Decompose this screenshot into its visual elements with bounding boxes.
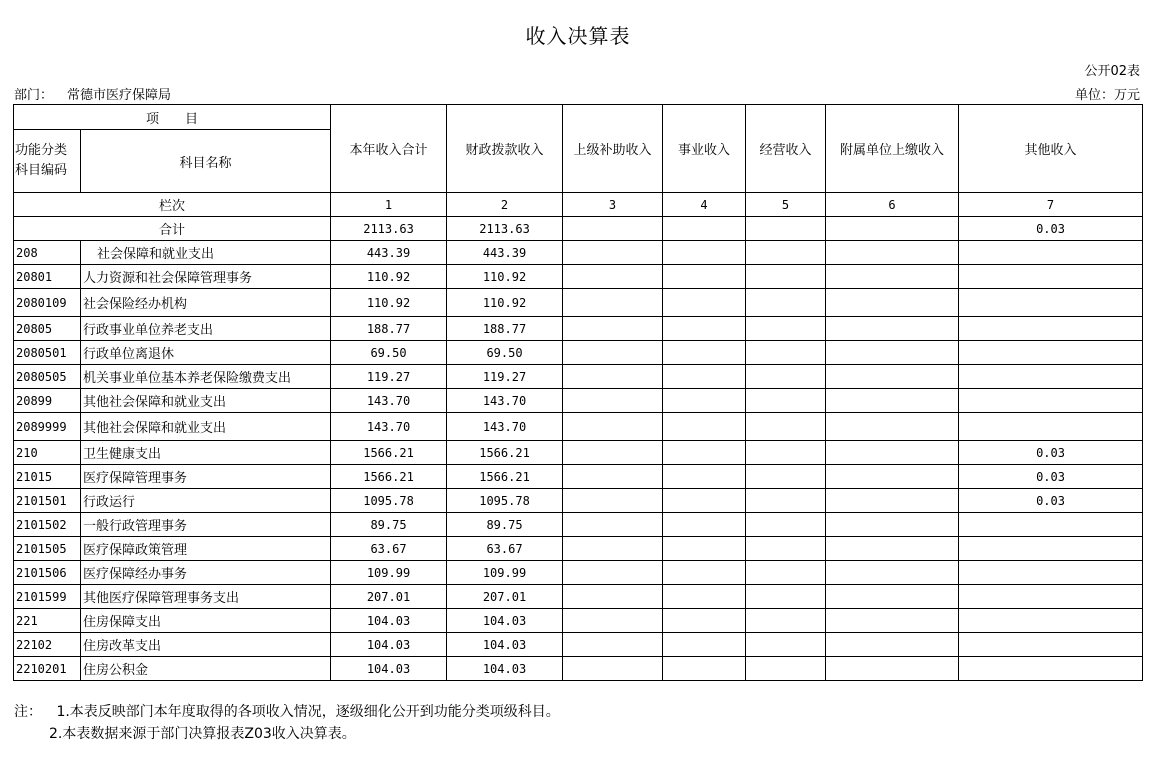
row-name: 一般行政管理事务 xyxy=(81,513,331,537)
table-row xyxy=(14,365,1143,389)
row-code: 20805 xyxy=(14,317,81,341)
row-v4 xyxy=(663,537,746,561)
col-num-7: 7 xyxy=(959,193,1143,217)
row-v2: 110.92 xyxy=(447,289,563,317)
table-row xyxy=(14,341,1143,365)
row-v5 xyxy=(746,465,826,489)
row-v4 xyxy=(663,413,746,441)
row-v3 xyxy=(563,389,663,413)
row-v7: 0.03 xyxy=(959,465,1143,489)
row-v4 xyxy=(663,657,746,681)
table-row xyxy=(14,317,1143,341)
row-name: 卫生健康支出 xyxy=(81,441,331,465)
row-v1: 104.03 xyxy=(331,633,447,657)
row-v6 xyxy=(826,441,959,465)
row-v2: 143.70 xyxy=(447,413,563,441)
row-name: 人力资源和社会保障管理事务 xyxy=(81,265,331,289)
row-name: 住房改革支出 xyxy=(81,633,331,657)
header-col-3: 上级补助收入 xyxy=(563,105,663,193)
row-name: 社会保险经办机构 xyxy=(81,289,331,317)
row-v7 xyxy=(959,513,1143,537)
row-v6 xyxy=(826,389,959,413)
row-code: 20801 xyxy=(14,265,81,289)
col-num-1: 1 xyxy=(331,193,447,217)
row-v1: 110.92 xyxy=(331,265,447,289)
row-v7 xyxy=(959,241,1143,265)
total-v7: 0.03 xyxy=(959,217,1143,241)
row-v1: 104.03 xyxy=(331,609,447,633)
row-v7 xyxy=(959,585,1143,609)
row-v3 xyxy=(563,317,663,341)
row-v4 xyxy=(663,585,746,609)
department-label: 部门： xyxy=(14,88,54,103)
header-row-label: 栏次 xyxy=(14,193,331,217)
row-code: 21015 xyxy=(14,465,81,489)
row-v2: 1566.21 xyxy=(447,465,563,489)
row-v3 xyxy=(563,413,663,441)
header-col-7: 其他收入 xyxy=(959,105,1143,193)
row-v6 xyxy=(826,513,959,537)
row-v6 xyxy=(826,413,959,441)
row-name: 医疗保障政策管理 xyxy=(81,537,331,561)
row-name: 医疗保障管理事务 xyxy=(81,465,331,489)
row-v4 xyxy=(663,441,746,465)
col-num-5: 5 xyxy=(746,193,826,217)
row-v7 xyxy=(959,289,1143,317)
total-label: 合计 xyxy=(14,217,331,241)
row-v4 xyxy=(663,513,746,537)
table-row xyxy=(14,513,1143,537)
row-v6 xyxy=(826,489,959,513)
row-v7 xyxy=(959,609,1143,633)
row-v1: 63.67 xyxy=(331,537,447,561)
row-v2: 207.01 xyxy=(447,585,563,609)
row-code: 2101599 xyxy=(14,585,81,609)
row-v6 xyxy=(826,317,959,341)
total-v3 xyxy=(563,217,663,241)
form-number: 公开02表 xyxy=(1084,64,1140,79)
row-v2: 104.03 xyxy=(447,633,563,657)
row-v1: 110.92 xyxy=(331,289,447,317)
row-v2: 104.03 xyxy=(447,657,563,681)
row-v1: 104.03 xyxy=(331,657,447,681)
row-name: 其他社会保障和就业支出 xyxy=(81,413,331,441)
row-v3 xyxy=(563,265,663,289)
row-v5 xyxy=(746,489,826,513)
row-v3 xyxy=(563,341,663,365)
row-v1: 143.70 xyxy=(331,413,447,441)
row-v1: 188.77 xyxy=(331,317,447,341)
row-name: 医疗保障经办事务 xyxy=(81,561,331,585)
row-v2: 63.67 xyxy=(447,537,563,561)
row-v5 xyxy=(746,389,826,413)
row-v3 xyxy=(563,489,663,513)
row-v5 xyxy=(746,609,826,633)
note-prefix: 注： xyxy=(14,704,42,720)
row-v2: 143.70 xyxy=(447,389,563,413)
note-2: 2.本表数据来源于部门决算报表Z03收入决算表。 xyxy=(49,726,356,742)
row-v1: 119.27 xyxy=(331,365,447,389)
row-v7 xyxy=(959,561,1143,585)
row-v7 xyxy=(959,633,1143,657)
row-code: 2101505 xyxy=(14,537,81,561)
row-v6 xyxy=(826,609,959,633)
row-v6 xyxy=(826,265,959,289)
row-v7: 0.03 xyxy=(959,441,1143,465)
row-v5 xyxy=(746,317,826,341)
row-v2: 110.92 xyxy=(447,265,563,289)
row-v5 xyxy=(746,633,826,657)
row-v5 xyxy=(746,441,826,465)
row-v5 xyxy=(746,585,826,609)
row-name: 住房保障支出 xyxy=(81,609,331,633)
row-v4 xyxy=(663,633,746,657)
row-v1: 443.39 xyxy=(331,241,447,265)
row-v7: 0.03 xyxy=(959,489,1143,513)
total-v2: 2113.63 xyxy=(447,217,563,241)
row-v4 xyxy=(663,365,746,389)
col-num-6: 6 xyxy=(826,193,959,217)
header-col-6: 附属单位上缴收入 xyxy=(826,105,959,193)
row-v4 xyxy=(663,241,746,265)
header-col-2: 财政拨款收入 xyxy=(447,105,563,193)
row-v4 xyxy=(663,561,746,585)
row-v5 xyxy=(746,537,826,561)
total-row xyxy=(14,217,1143,241)
row-v3 xyxy=(563,365,663,389)
row-name: 住房公积金 xyxy=(81,657,331,681)
row-v2: 109.99 xyxy=(447,561,563,585)
table-row xyxy=(14,441,1143,465)
unit-label: 单位：万元 xyxy=(1074,88,1140,103)
row-v2: 69.50 xyxy=(447,341,563,365)
row-code: 2080501 xyxy=(14,341,81,365)
row-v5 xyxy=(746,513,826,537)
row-v1: 1095.78 xyxy=(331,489,447,513)
row-v3 xyxy=(563,289,663,317)
row-v2: 89.75 xyxy=(447,513,563,537)
row-name: 行政单位离退休 xyxy=(81,341,331,365)
row-v3 xyxy=(563,633,663,657)
table-row xyxy=(14,537,1143,561)
row-v3 xyxy=(563,465,663,489)
row-v4 xyxy=(663,317,746,341)
row-code: 2101506 xyxy=(14,561,81,585)
row-v5 xyxy=(746,561,826,585)
row-v5 xyxy=(746,413,826,441)
header-col-5: 经营收入 xyxy=(746,105,826,193)
total-v1: 2113.63 xyxy=(331,217,447,241)
row-v3 xyxy=(563,609,663,633)
row-v2: 1095.78 xyxy=(447,489,563,513)
row-v5 xyxy=(746,265,826,289)
table-row xyxy=(14,585,1143,609)
row-v6 xyxy=(826,289,959,317)
row-v6 xyxy=(826,585,959,609)
total-v4 xyxy=(663,217,746,241)
row-v5 xyxy=(746,657,826,681)
row-v1: 1566.21 xyxy=(331,465,447,489)
table-row xyxy=(14,489,1143,513)
note-1 xyxy=(14,701,560,721)
row-v4 xyxy=(663,341,746,365)
row-v5 xyxy=(746,365,826,389)
row-v3 xyxy=(563,657,663,681)
note-1-text: 1.本表反映部门本年度取得的各项收入情况，逐级细化公开到功能分类项级科目。 xyxy=(56,704,560,720)
header-item: 项 目 xyxy=(14,105,331,130)
row-v3 xyxy=(563,513,663,537)
row-v4 xyxy=(663,289,746,317)
row-v4 xyxy=(663,489,746,513)
col-num-4: 4 xyxy=(663,193,746,217)
total-v6 xyxy=(826,217,959,241)
row-code: 2210201 xyxy=(14,657,81,681)
row-v6 xyxy=(826,633,959,657)
row-v7 xyxy=(959,317,1143,341)
table-row xyxy=(14,389,1143,413)
row-v1: 89.75 xyxy=(331,513,447,537)
table-row xyxy=(14,465,1143,489)
header-col-4: 事业收入 xyxy=(663,105,746,193)
table-row xyxy=(14,289,1143,317)
row-v7 xyxy=(959,341,1143,365)
row-v3 xyxy=(563,441,663,465)
row-name: 社会保障和就业支出 xyxy=(81,241,331,265)
table-row xyxy=(14,657,1143,681)
row-code: 2101501 xyxy=(14,489,81,513)
row-code: 2089999 xyxy=(14,413,81,441)
row-v1: 109.99 xyxy=(331,561,447,585)
row-v2: 119.27 xyxy=(447,365,563,389)
row-code: 208 xyxy=(14,241,81,265)
row-v2: 104.03 xyxy=(447,609,563,633)
table-row xyxy=(14,633,1143,657)
row-v2: 443.39 xyxy=(447,241,563,265)
row-code: 20899 xyxy=(14,389,81,413)
row-v4 xyxy=(663,389,746,413)
row-code: 2080505 xyxy=(14,365,81,389)
row-v7 xyxy=(959,657,1143,681)
total-v5 xyxy=(746,217,826,241)
row-name: 机关事业单位基本养老保险缴费支出 xyxy=(81,365,331,389)
row-code: 221 xyxy=(14,609,81,633)
row-name: 其他医疗保障管理事务支出 xyxy=(81,585,331,609)
row-v6 xyxy=(826,537,959,561)
header-name: 科目名称 xyxy=(81,130,331,193)
page-title: 收入决算表 xyxy=(525,24,631,48)
header-col-1: 本年收入合计 xyxy=(331,105,447,193)
table-row xyxy=(14,413,1143,441)
income-table xyxy=(13,104,1143,681)
row-v6 xyxy=(826,465,959,489)
row-v6 xyxy=(826,561,959,585)
row-v3 xyxy=(563,241,663,265)
row-name: 行政运行 xyxy=(81,489,331,513)
row-name: 其他社会保障和就业支出 xyxy=(81,389,331,413)
row-v7 xyxy=(959,365,1143,389)
row-code: 22102 xyxy=(14,633,81,657)
department-name: 常德市医疗保障局 xyxy=(67,88,172,103)
row-v2: 1566.21 xyxy=(447,441,563,465)
table-row xyxy=(14,265,1143,289)
row-v3 xyxy=(563,585,663,609)
table-row xyxy=(14,241,1143,265)
row-code: 2080109 xyxy=(14,289,81,317)
row-v1: 69.50 xyxy=(331,341,447,365)
row-v1: 207.01 xyxy=(331,585,447,609)
header-code: 功能分类科目编码 xyxy=(14,130,81,193)
row-v5 xyxy=(746,241,826,265)
col-num-3: 3 xyxy=(563,193,663,217)
row-v6 xyxy=(826,365,959,389)
row-name: 行政事业单位养老支出 xyxy=(81,317,331,341)
row-v3 xyxy=(563,561,663,585)
row-v4 xyxy=(663,465,746,489)
row-v5 xyxy=(746,341,826,365)
row-v6 xyxy=(826,341,959,365)
row-code: 2101502 xyxy=(14,513,81,537)
row-v2: 188.77 xyxy=(447,317,563,341)
row-v5 xyxy=(746,289,826,317)
col-num-2: 2 xyxy=(447,193,563,217)
row-v4 xyxy=(663,265,746,289)
row-v7 xyxy=(959,537,1143,561)
row-v7 xyxy=(959,413,1143,441)
row-v6 xyxy=(826,241,959,265)
row-v7 xyxy=(959,265,1143,289)
row-v3 xyxy=(563,537,663,561)
row-code: 210 xyxy=(14,441,81,465)
row-v6 xyxy=(826,657,959,681)
table-row xyxy=(14,561,1143,585)
row-v4 xyxy=(663,609,746,633)
department xyxy=(14,84,171,103)
row-v1: 1566.21 xyxy=(331,441,447,465)
table-row xyxy=(14,609,1143,633)
row-v7 xyxy=(959,389,1143,413)
row-v1: 143.70 xyxy=(331,389,447,413)
